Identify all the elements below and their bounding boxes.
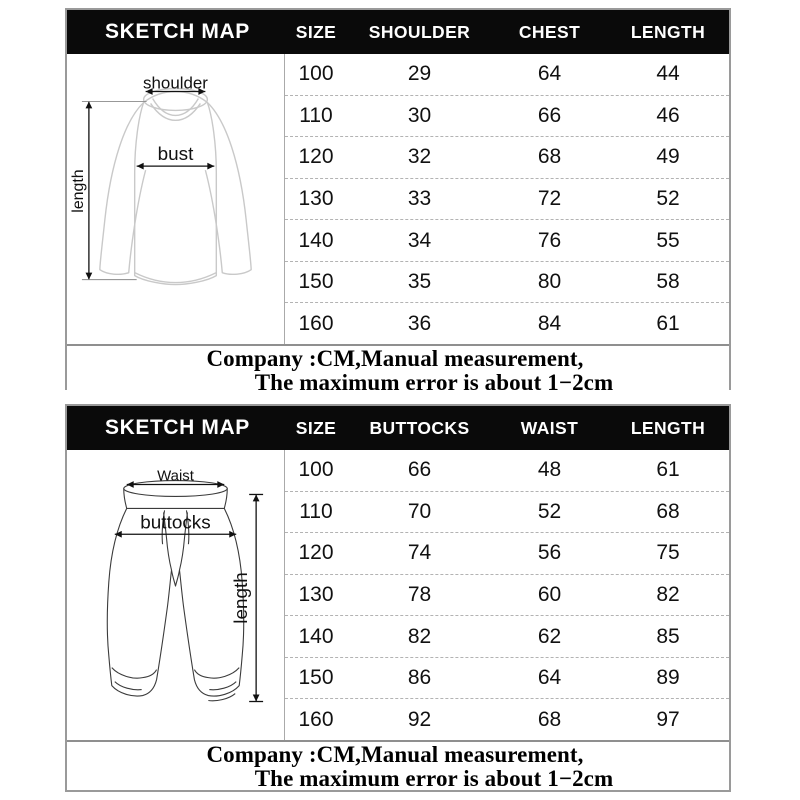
column-header-size-bottom: SIZE: [295, 417, 337, 438]
table-rows-top: [285, 54, 729, 344]
table-row: [285, 450, 729, 492]
note-line-1: Company :CM,Manual measurement,: [206, 346, 584, 371]
cell-shoulder: 34: [407, 228, 432, 252]
cell-length: 89: [656, 666, 680, 690]
column-header-size-top: SIZE: [295, 21, 337, 42]
waist-label: Waist: [157, 467, 194, 485]
cell-waist: 62: [537, 624, 562, 648]
table-header-row-bottom: [67, 406, 729, 450]
cell-waist: 64: [537, 666, 562, 690]
cell-size: 160: [298, 311, 334, 335]
sketch-map-title-top: SKETCH MAP: [105, 20, 250, 43]
table-row: [285, 575, 729, 617]
cell-chest: 84: [537, 311, 562, 335]
size-chart-top: [65, 8, 731, 390]
cell-buttocks: 70: [407, 499, 432, 523]
column-header-length-top: LENGTH: [630, 21, 706, 42]
cell-length: 68: [656, 499, 680, 523]
cell-shoulder: 29: [407, 62, 432, 86]
length-label-top: length: [69, 169, 87, 213]
cell-length: 55: [656, 228, 680, 252]
cell-size: 120: [298, 541, 334, 565]
cell-buttocks: 92: [407, 707, 432, 731]
table-row: [285, 137, 729, 179]
length-measure-arrow-top: [82, 101, 147, 279]
pants-sketch-diagram: [67, 450, 284, 740]
cell-size: 100: [298, 458, 334, 482]
table-header-row-top: [67, 10, 729, 54]
cell-waist: 48: [537, 458, 562, 482]
shirt-sketch-diagram: [67, 54, 284, 344]
measurement-note-top: [67, 344, 729, 392]
size-chart-bottom: [65, 404, 731, 792]
cell-size: 110: [299, 103, 333, 127]
cell-waist: 56: [537, 541, 562, 565]
sketch-cell-bottom: [67, 450, 285, 740]
cell-waist: 60: [537, 583, 562, 607]
cell-size: 160: [298, 707, 334, 731]
measurement-note-bottom: [67, 740, 729, 788]
table-body-bottom: [67, 450, 729, 740]
note-line-2: The maximum error is about 1−2cm: [254, 370, 614, 392]
table-row: [285, 220, 729, 262]
column-header-buttocks: BUTTOCKS: [369, 417, 470, 438]
cell-shoulder: 35: [407, 270, 432, 294]
cell-size: 120: [298, 145, 334, 169]
table-row: [285, 492, 729, 534]
cell-length: 97: [656, 707, 680, 731]
cell-shoulder: 30: [407, 103, 432, 127]
cell-shoulder: 33: [407, 187, 432, 211]
table-row: [285, 262, 729, 304]
cell-length: 44: [656, 62, 680, 86]
cell-length: 82: [656, 583, 680, 607]
table-row: [285, 533, 729, 575]
cell-length: 75: [656, 541, 680, 565]
header-columns-top: [285, 10, 729, 54]
sketch-cell-top: [67, 54, 285, 344]
bust-label: bust: [157, 144, 194, 166]
cell-size: 140: [298, 228, 334, 252]
cell-size: 140: [298, 624, 334, 648]
shoulder-label: shoulder: [143, 73, 208, 93]
note-line-2: The maximum error is about 1−2cm: [254, 766, 614, 788]
cell-length: 49: [656, 145, 680, 169]
cell-buttocks: 82: [407, 624, 432, 648]
cell-chest: 72: [537, 187, 562, 211]
cell-length: 58: [656, 270, 680, 294]
table-rows-bottom: [285, 450, 729, 740]
cell-length: 61: [656, 458, 680, 482]
length-label-bottom: length: [231, 572, 253, 624]
table-row: [285, 699, 729, 740]
column-header-waist: WAIST: [520, 417, 579, 438]
table-body-top: [67, 54, 729, 344]
table-row: [285, 96, 729, 138]
column-header-shoulder: SHOULDER: [368, 21, 471, 42]
header-columns-bottom: [285, 406, 729, 450]
cell-buttocks: 86: [407, 666, 432, 690]
table-row: [285, 54, 729, 96]
column-header-length-bottom: LENGTH: [630, 417, 706, 438]
cell-shoulder: 36: [407, 311, 432, 335]
cell-buttocks: 66: [407, 458, 432, 482]
cell-waist: 52: [537, 499, 562, 523]
cell-size: 150: [298, 270, 334, 294]
cell-chest: 68: [537, 145, 562, 169]
cell-chest: 80: [537, 270, 562, 294]
table-row: [285, 616, 729, 658]
cell-buttocks: 78: [407, 583, 432, 607]
cell-chest: 64: [537, 62, 562, 86]
cell-waist: 68: [537, 707, 562, 731]
table-row: [285, 179, 729, 221]
cell-size: 130: [298, 583, 334, 607]
cell-buttocks: 74: [407, 541, 432, 565]
cell-length: 85: [656, 624, 680, 648]
buttocks-label: buttocks: [140, 512, 211, 534]
cell-chest: 66: [537, 103, 562, 127]
table-row: [285, 303, 729, 344]
column-header-chest: CHEST: [518, 21, 581, 42]
cell-size: 150: [298, 666, 334, 690]
cell-length: 46: [656, 103, 680, 127]
cell-chest: 76: [537, 228, 562, 252]
cell-shoulder: 32: [407, 145, 432, 169]
cell-length: 61: [656, 311, 680, 335]
note-line-1: Company :CM,Manual measurement,: [206, 742, 584, 767]
cell-size: 100: [298, 62, 334, 86]
cell-length: 52: [656, 187, 680, 211]
cell-size: 130: [298, 187, 334, 211]
sketch-map-title-bottom: SKETCH MAP: [105, 416, 250, 439]
table-row: [285, 658, 729, 700]
cell-size: 110: [299, 499, 333, 523]
